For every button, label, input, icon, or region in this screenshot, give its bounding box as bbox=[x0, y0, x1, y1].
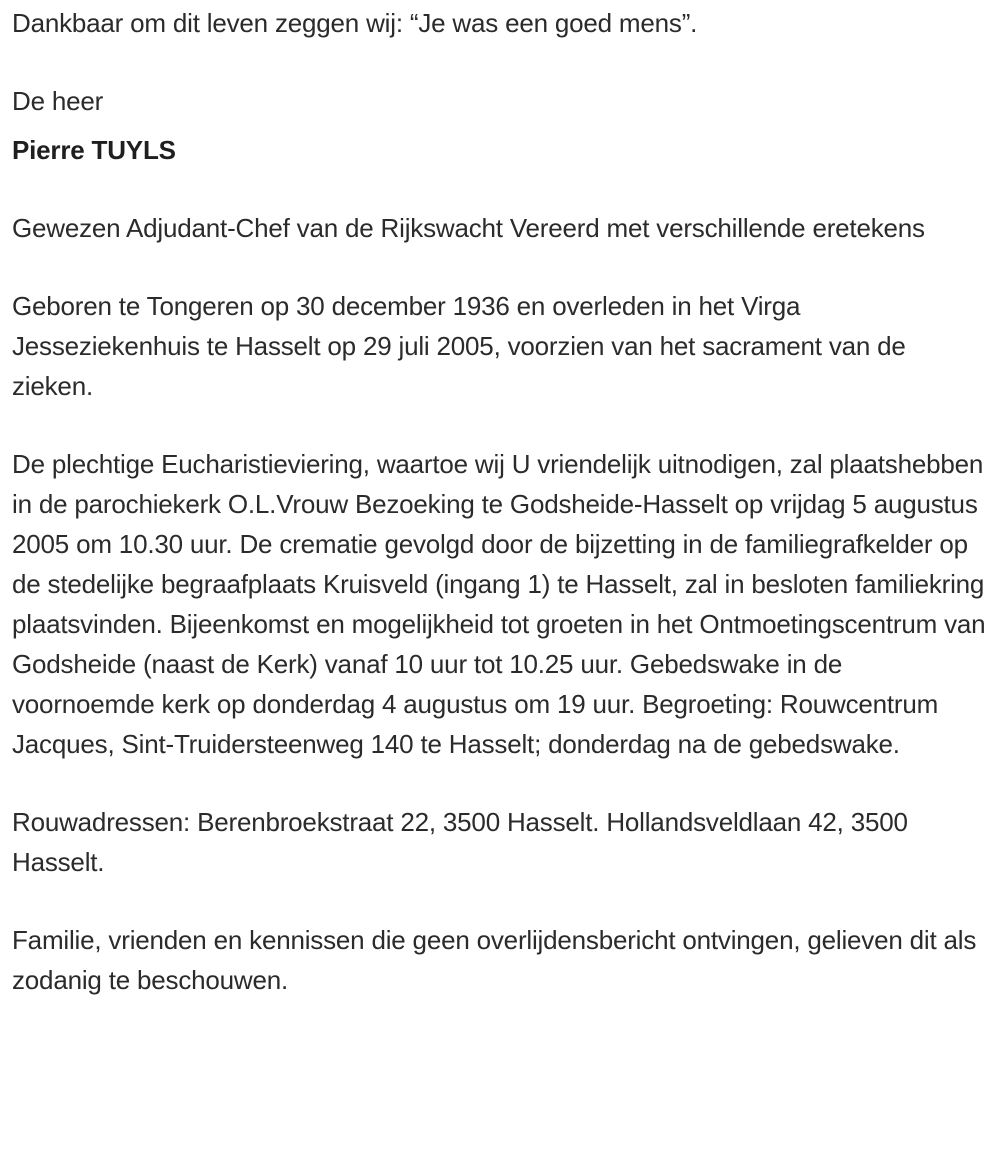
closing-notice: Familie, vrienden en kennissen die geen overlijdensbericht ontvingen, gelieven dit als zodanig te beschouwen. bbox=[12, 925, 977, 995]
opening-line: Dankbaar om dit leven zeggen wij: “Je was een goed mens”. bbox=[12, 8, 698, 38]
deceased-name: Pierre TUYLS bbox=[12, 135, 176, 165]
title-and-honors: Gewezen Adjudant-Chef van de Rijkswacht Vereerd met verschillende eretekens bbox=[12, 213, 925, 243]
service-details: De plechtige Eucharistieviering, waartoe wij U vriendelijk uitnodigen, zal plaatshebben in de parochiekerk O.L.Vrouw Bezoeking te Godsheide-Hasselt op vrijdag 5 augustus 2005 om 10.30 uur. De crematie gevolgd door de bijzetting in de familiegrafkelder op de stedelijke begraafplaats Kruisveld (ingang 1) te Hasselt, zal in besloten familiekring plaatsvinden. Bijeenkomst en mogelijkheid tot groeten in het Ontmoetingscentrum van Godsheide (naast de Kerk) vanaf 10 uur tot 10.25 uur. Gebedswake in de voornoemde kerk op donderdag 4 augustus om 19 uur. Begroeting: Rouwcentrum Jacques, Sint-Truidersteenweg 140 te Hasselt; donderdag na de gebedswake. bbox=[12, 449, 986, 759]
birth-death-info: Geboren te Tongeren op 30 december 1936 en overleden in het Virga Jesseziekenhuis te Hasselt op 29 juli 2005, voorzien van het sacrament van de zieken. bbox=[12, 291, 906, 401]
salutation: De heer bbox=[12, 86, 104, 116]
mourning-addresses: Rouwadressen: Berenbroekstraat 22, 3500 Hasselt. Hollandsveldlaan 42, 3500 Hasselt. bbox=[12, 807, 908, 877]
